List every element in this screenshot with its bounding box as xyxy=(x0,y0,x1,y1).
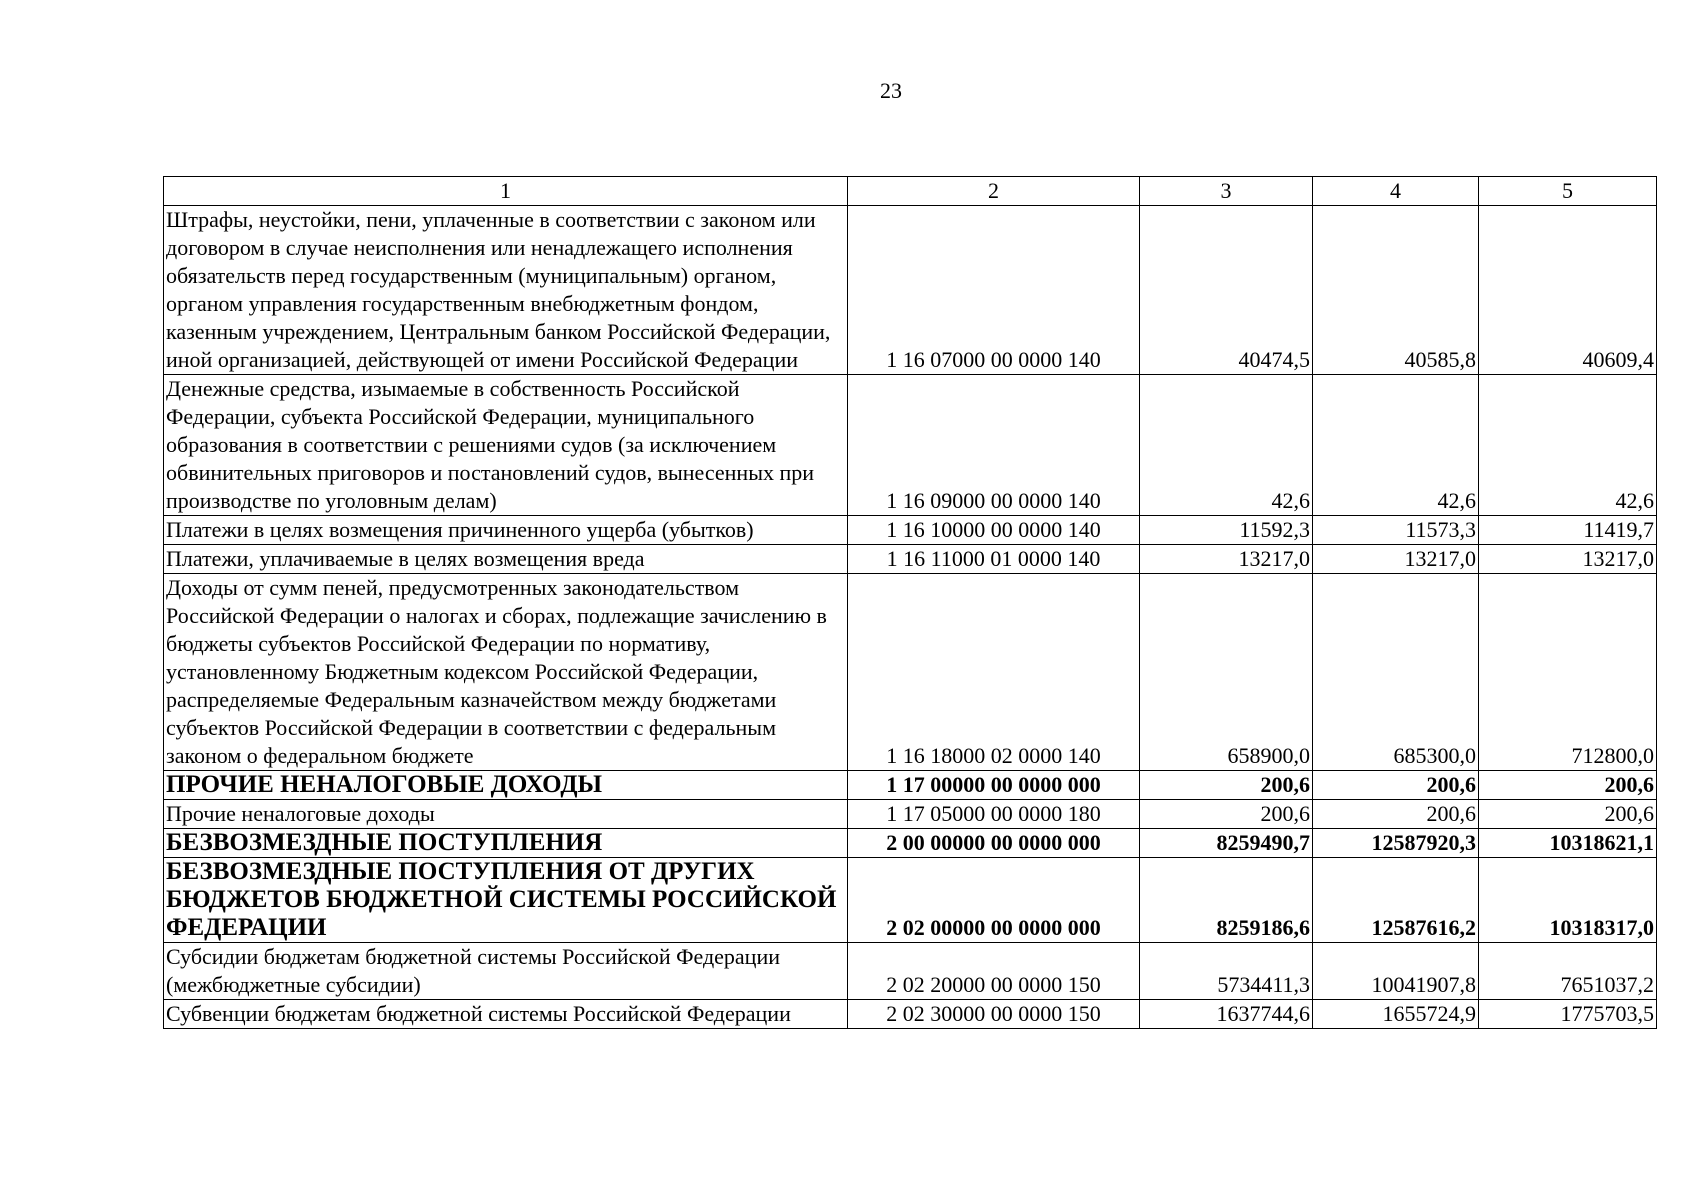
row-value-3: 1637744,6 xyxy=(1140,1000,1313,1029)
row-value-5: 42,6 xyxy=(1479,375,1657,516)
row-name: Субвенции бюджетам бюджетной системы Российской Федерации xyxy=(164,1000,848,1029)
row-code: 2 02 30000 00 0000 150 xyxy=(848,1000,1140,1029)
column-header-4: 4 xyxy=(1313,177,1479,206)
table-row xyxy=(164,375,1657,516)
column-header-1: 1 xyxy=(164,177,848,206)
row-name: БЕЗВОЗМЕЗДНЫЕ ПОСТУПЛЕНИЯ xyxy=(164,829,848,858)
row-value-4: 12587616,2 xyxy=(1313,858,1479,943)
row-name: Платежи, уплачиваемые в целях возмещения вреда xyxy=(164,545,848,574)
row-name: Платежи в целях возмещения причиненного ущерба (убытков) xyxy=(164,516,848,545)
row-name: Штрафы, неустойки, пени, уплаченные в соответствии с законом или договором в случае неисполнения или ненадлежащего исполнения обязательств перед государственным (муниципальным) органом, органом управления государственным внебюджетным фондом, казенным учреждением, Центральным банком Российской Федерации, иной организацией, действующей от имени Российской Федерации xyxy=(164,206,848,375)
row-value-5: 40609,4 xyxy=(1479,206,1657,375)
row-value-5: 200,6 xyxy=(1479,800,1657,829)
row-value-3: 8259186,6 xyxy=(1140,858,1313,943)
row-code: 1 16 07000 00 0000 140 xyxy=(848,206,1140,375)
row-value-5: 1775703,5 xyxy=(1479,1000,1657,1029)
row-code: 1 17 05000 00 0000 180 xyxy=(848,800,1140,829)
row-value-4: 200,6 xyxy=(1313,771,1479,800)
table-row-section xyxy=(164,771,1657,800)
column-header-3: 3 xyxy=(1140,177,1313,206)
row-value-5: 10318621,1 xyxy=(1479,829,1657,858)
row-name: Денежные средства, изымаемые в собственность Российской Федерации, субъекта Российской Федерации, муниципального образования в соответствии с решениями судов (за исключением обвинительных приговоров и постановлений судов, вынесенных при производстве по уголовным делам) xyxy=(164,375,848,516)
row-code: 2 02 00000 00 0000 000 xyxy=(848,858,1140,943)
table-header-row xyxy=(164,177,1657,206)
row-name: БЕЗВОЗМЕЗДНЫЕ ПОСТУПЛЕНИЯ ОТ ДРУГИХ БЮДЖЕТОВ БЮДЖЕТНОЙ СИСТЕМЫ РОССИЙСКОЙ ФЕДЕРАЦИИ xyxy=(164,858,848,943)
row-value-4: 13217,0 xyxy=(1313,545,1479,574)
page-number: 23 xyxy=(880,78,902,103)
row-code: 2 02 20000 00 0000 150 xyxy=(848,943,1140,1000)
table-row-section xyxy=(164,829,1657,858)
row-value-4: 11573,3 xyxy=(1313,516,1479,545)
row-value-4: 685300,0 xyxy=(1313,574,1479,771)
row-value-4: 42,6 xyxy=(1313,375,1479,516)
table-row xyxy=(164,206,1657,375)
row-code: 1 16 10000 00 0000 140 xyxy=(848,516,1140,545)
budget-table xyxy=(163,176,1657,1029)
row-code: 1 17 00000 00 0000 000 xyxy=(848,771,1140,800)
row-value-4: 12587920,3 xyxy=(1313,829,1479,858)
row-value-5: 7651037,2 xyxy=(1479,943,1657,1000)
row-value-5: 712800,0 xyxy=(1479,574,1657,771)
table-row xyxy=(164,800,1657,829)
row-value-5: 11419,7 xyxy=(1479,516,1657,545)
row-value-3: 5734411,3 xyxy=(1140,943,1313,1000)
table-row xyxy=(164,516,1657,545)
row-value-4: 40585,8 xyxy=(1313,206,1479,375)
column-header-5: 5 xyxy=(1479,177,1657,206)
row-value-3: 658900,0 xyxy=(1140,574,1313,771)
row-name: ПРОЧИЕ НЕНАЛОГОВЫЕ ДОХОДЫ xyxy=(164,771,848,800)
column-header-2: 2 xyxy=(848,177,1140,206)
row-code: 1 16 09000 00 0000 140 xyxy=(848,375,1140,516)
row-value-3: 200,6 xyxy=(1140,800,1313,829)
row-value-3: 40474,5 xyxy=(1140,206,1313,375)
row-value-5: 200,6 xyxy=(1479,771,1657,800)
row-name: Прочие неналоговые доходы xyxy=(164,800,848,829)
table-row xyxy=(164,1000,1657,1029)
table-row-section xyxy=(164,858,1657,943)
row-value-3: 11592,3 xyxy=(1140,516,1313,545)
row-name: Доходы от сумм пеней, предусмотренных законодательством Российской Федерации о налогах и сборах, подлежащие зачислению в бюджеты субъектов Российской Федерации по нормативу, установленному Бюджетным кодексом Российской Федерации, распределяемые Федеральным казначейством между бюджетами субъектов Российской Федерации в соответствии с федеральным законом о федеральном бюджете xyxy=(164,574,848,771)
table-row xyxy=(164,943,1657,1000)
row-value-5: 10318317,0 xyxy=(1479,858,1657,943)
row-value-5: 13217,0 xyxy=(1479,545,1657,574)
row-value-3: 8259490,7 xyxy=(1140,829,1313,858)
row-value-3: 42,6 xyxy=(1140,375,1313,516)
row-value-3: 200,6 xyxy=(1140,771,1313,800)
row-value-4: 10041907,8 xyxy=(1313,943,1479,1000)
row-code: 1 16 18000 02 0000 140 xyxy=(848,574,1140,771)
table-row xyxy=(164,574,1657,771)
row-name: Субсидии бюджетам бюджетной системы Российской Федерации (межбюджетные субсидии) xyxy=(164,943,848,1000)
row-value-4: 1655724,9 xyxy=(1313,1000,1479,1029)
row-code: 2 00 00000 00 0000 000 xyxy=(848,829,1140,858)
table-row xyxy=(164,545,1657,574)
row-value-3: 13217,0 xyxy=(1140,545,1313,574)
row-code: 1 16 11000 01 0000 140 xyxy=(848,545,1140,574)
row-value-4: 200,6 xyxy=(1313,800,1479,829)
